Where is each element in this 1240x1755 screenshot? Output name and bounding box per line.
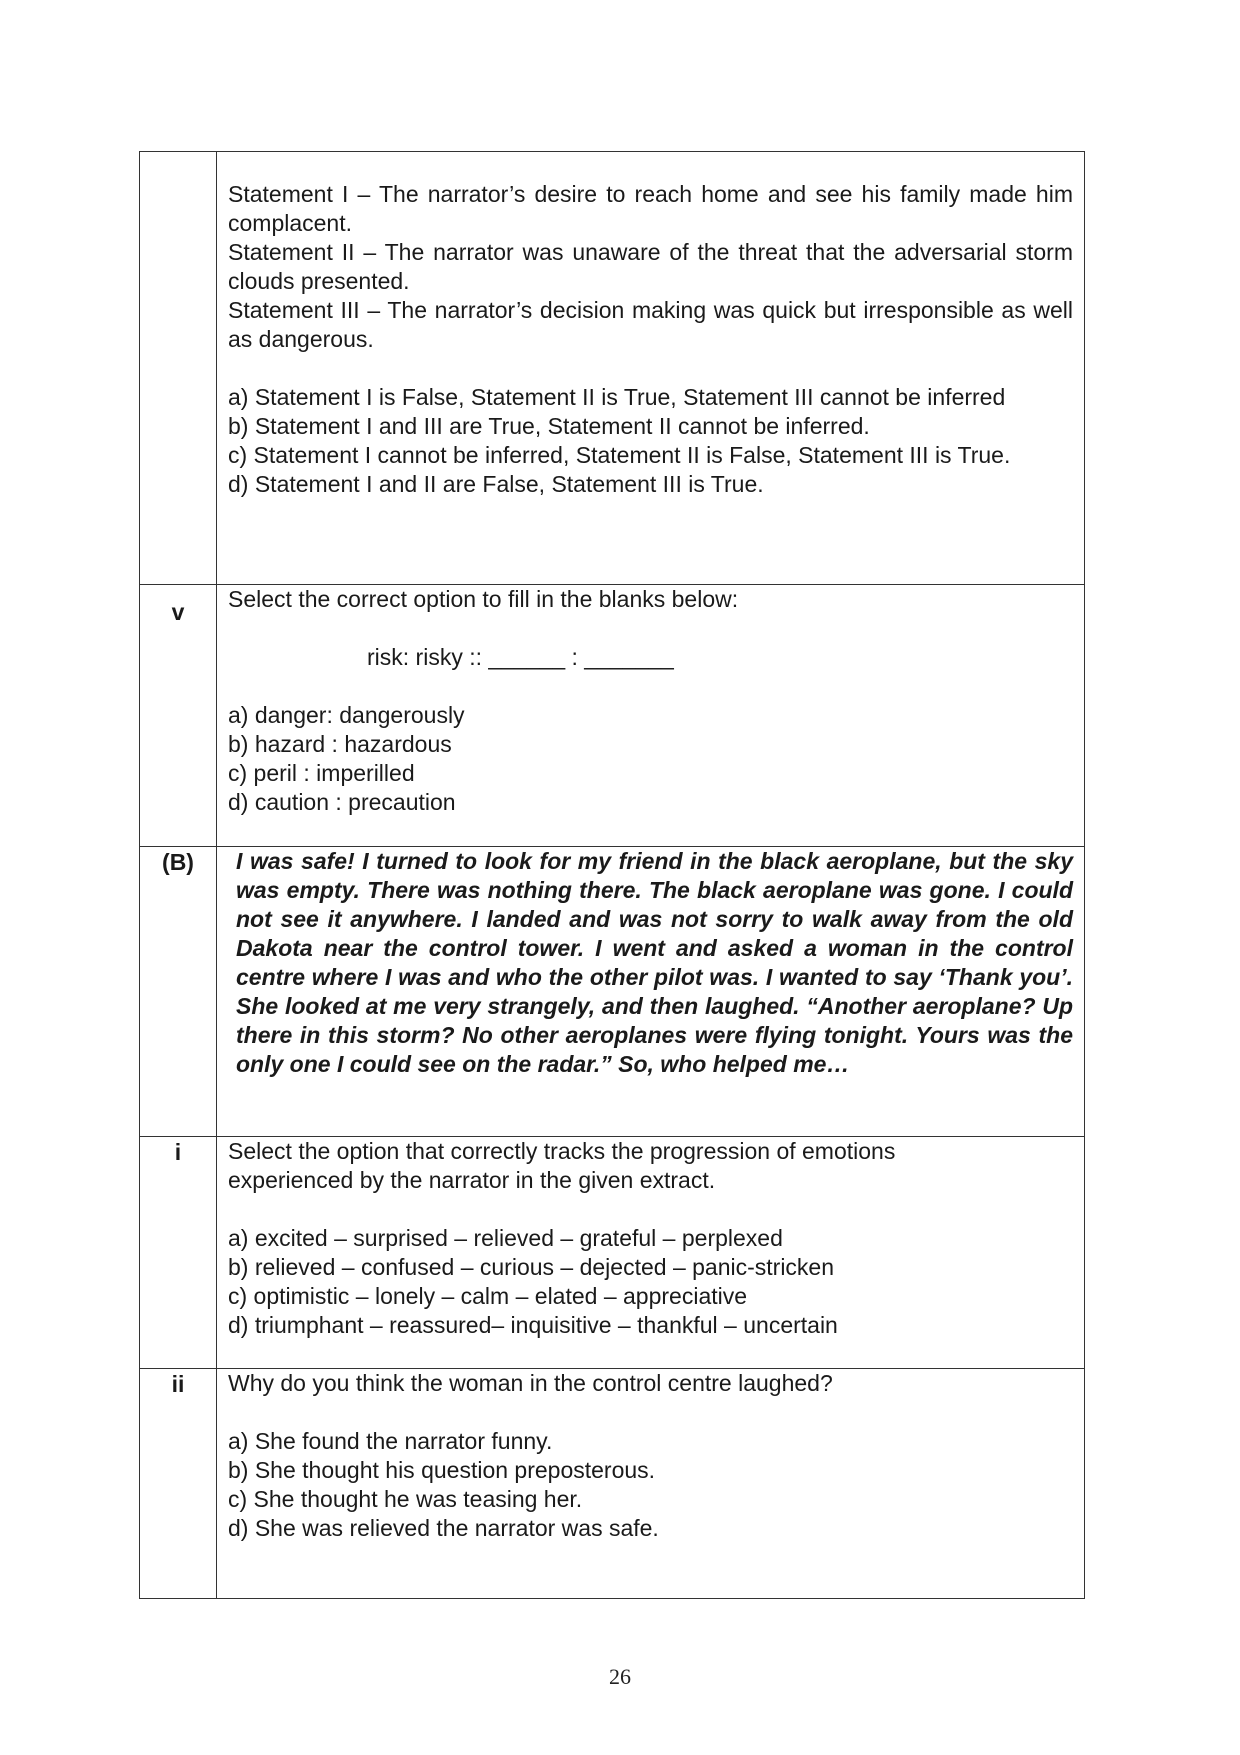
question-number <box>140 152 217 585</box>
question-row-v <box>140 585 1085 847</box>
question-row-ii <box>140 1369 1085 1599</box>
question-prompt-line-2: experienced by the narrator in the given extract. <box>228 1167 716 1193</box>
option-d: d) She was relieved the narrator was safe. <box>228 1515 659 1541</box>
option-c: c) optimistic – lonely – calm – elated – appreciative <box>228 1283 748 1309</box>
question-table <box>139 151 1085 1599</box>
option-d: d) triumphant – reassured– inquisitive – thankful – uncertain <box>228 1312 838 1338</box>
option-a: a) excited – surprised – relieved – grateful – perplexed <box>228 1225 783 1251</box>
passage-text: I was safe! I turned to look for my friend in the black aeroplane, but the sky was empty. There was nothing there. The black aeroplane was gone. I could not see it anywhere. I landed and was not sorry to walk away from the old Dakota near the control tower. I went and asked a woman in the control centre where I was and who the other pilot was. I wanted to say ‘Thank you’. She looked at me very strangely, and then laughed. “Another aeroplane? Up there in this storm? No other aeroplanes were flying tonight. Yours was the only one I could see on the radar.” So, who helped me… <box>236 848 1073 1077</box>
question-prompt: Select the correct option to fill in the blanks below: <box>228 586 739 612</box>
question-prompt-line-1: Select the option that correctly tracks the progression of emotions <box>228 1138 896 1164</box>
page-number: 26 <box>609 1664 631 1689</box>
option-a: a) She found the narrator funny. <box>228 1428 553 1454</box>
passage-cell <box>217 847 1085 1137</box>
question-content <box>217 1137 1085 1369</box>
statement-2: Statement II – The narrator was unaware of the threat that the adversarial storm clouds presented. <box>228 239 1073 294</box>
option-b: b) Statement I and III are True, Statement II cannot be inferred. <box>228 413 870 439</box>
option-b: b) hazard : hazardous <box>228 731 452 757</box>
option-a: a) Statement I is False, Statement II is True, Statement III cannot be inferred <box>228 384 1006 410</box>
question-content <box>217 152 1085 585</box>
section-label: (B) <box>140 847 217 1137</box>
statement-1: Statement I – The narrator’s desire to reach home and see his family made him complacent. <box>228 181 1073 236</box>
question-number: i <box>140 1137 217 1369</box>
question-number: ii <box>140 1369 217 1599</box>
section-b-row <box>140 847 1085 1137</box>
option-a: a) danger: dangerously <box>228 702 465 728</box>
option-d: d) Statement I and II are False, Statement III is True. <box>228 471 764 497</box>
option-c: c) peril : imperilled <box>228 760 415 786</box>
question-row-iv <box>140 152 1085 585</box>
option-c: c) She thought he was teasing her. <box>228 1486 583 1512</box>
analogy: risk: risky :: ______ : _______ <box>367 644 674 670</box>
option-b: b) She thought his question preposterous. <box>228 1457 656 1483</box>
option-d: d) caution : precaution <box>228 789 456 815</box>
option-b: b) relieved – confused – curious – dejected – panic-stricken <box>228 1254 835 1280</box>
question-prompt: Why do you think the woman in the control centre laughed? <box>228 1370 833 1396</box>
statement-3: Statement III – The narrator’s decision making was quick but irresponsible as well as dangerous. <box>228 297 1073 352</box>
question-number: v <box>140 585 217 847</box>
question-content <box>217 585 1085 847</box>
question-row-i <box>140 1137 1085 1369</box>
option-c: c) Statement I cannot be inferred, Statement II is False, Statement III is True. <box>228 442 1011 468</box>
question-content <box>217 1369 1085 1599</box>
